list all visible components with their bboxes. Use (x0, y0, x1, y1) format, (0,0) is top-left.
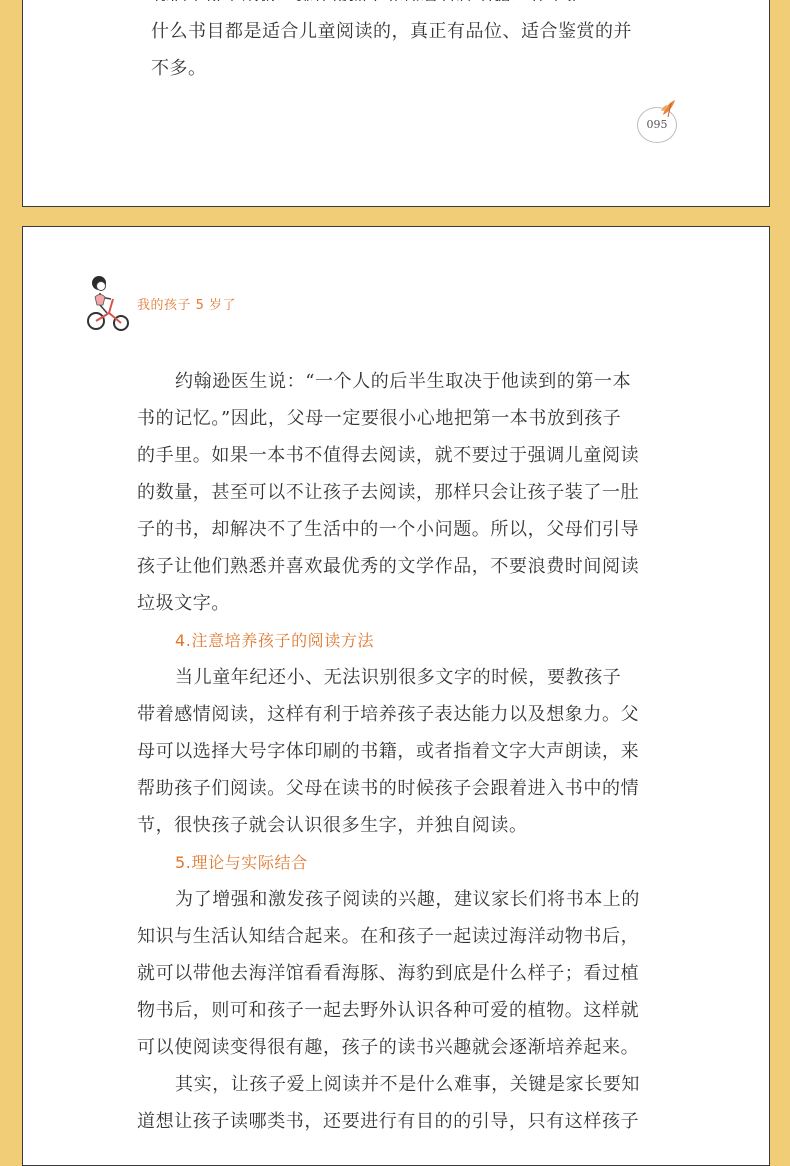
child-on-tricycle-icon (87, 275, 131, 333)
text-line: 母可以选择大号字体印刷的书籍，或者指着文字大声朗读，来 (137, 741, 640, 762)
top-page-text (151, 13, 671, 87)
text-line: 道想让孩子读哪类书，还要进行有目的的引导，只有这样孩子 (137, 1111, 640, 1132)
text-line: 为了增强和激发孩子阅读的兴趣，建议家长们将书本上的 (175, 889, 640, 910)
text-line: 当儿童年纪还小、无法识别很多文字的时候，要教孩子 (175, 667, 622, 688)
page-number: 095 (646, 118, 668, 131)
bottom-page (22, 226, 770, 1166)
text-line: 垃圾文字。 (137, 593, 230, 614)
text-line: 知识与生活认知结合起来。在和孩子一起读过海洋动物书后， (137, 926, 640, 947)
text-line: 帮助孩子们阅读。父母在读书的时候孩子会跟着进入书中的情 (137, 778, 640, 799)
leaf-decoration-icon (657, 97, 679, 119)
text-line: 不多。 (151, 58, 207, 79)
section-heading: 5.理论与实际结合 (175, 853, 308, 872)
text-line: 书的记忆。”因此，父母一定要很小心地把第一本书放到孩子 (137, 408, 622, 429)
text-line: 带着感情阅读，这样有利于培养孩子表达能力以及想象力。父 (137, 704, 640, 725)
text-line: 子的书，却解决不了生活中的一个小问题。所以，父母们引导 (137, 519, 640, 540)
text-line: 孩子让他们熟悉并喜欢最优秀的文学作品，不要浪费时间阅读 (137, 556, 640, 577)
text-line: 可以使阅读变得很有趣，孩子的读书兴趣就会逐渐培养起来。 (137, 1037, 640, 1058)
body-text (137, 363, 647, 1140)
text-line: 什么书目都是适合儿童阅读的，真正有品位、适合鉴赏的并 (151, 21, 632, 42)
text-line: 节，很快孩子就会认识很多生字，并独自阅读。 (137, 815, 528, 836)
cut-off-text-line (151, 0, 671, 1)
text-line: 约翰逊医生说：“一个人的后半生取决于他读到的第一本 (175, 371, 632, 392)
text-line: 其实，让孩子爱上阅读并不是什么难事，关键是家长要知 (175, 1074, 640, 1095)
running-head: 我的孩子 5 岁了 (137, 298, 237, 313)
text-line: 的数量，甚至可以不让孩子去阅读，那样只会让孩子装了一肚 (137, 482, 640, 503)
text-line: 的手里。如果一本书不值得去阅读，就不要过于强调儿童阅读 (137, 445, 640, 466)
text-line: 物书后，则可和孩子一起去野外认识各种可爱的植物。这样就 (137, 1000, 640, 1021)
text-line: 就可以带他去海洋馆看看海豚、海豹到底是什么样子；看过植 (137, 963, 640, 984)
top-page (22, 0, 770, 207)
section-heading: 4.注意培养孩子的阅读方法 (175, 631, 375, 650)
page-number-badge (637, 99, 683, 145)
